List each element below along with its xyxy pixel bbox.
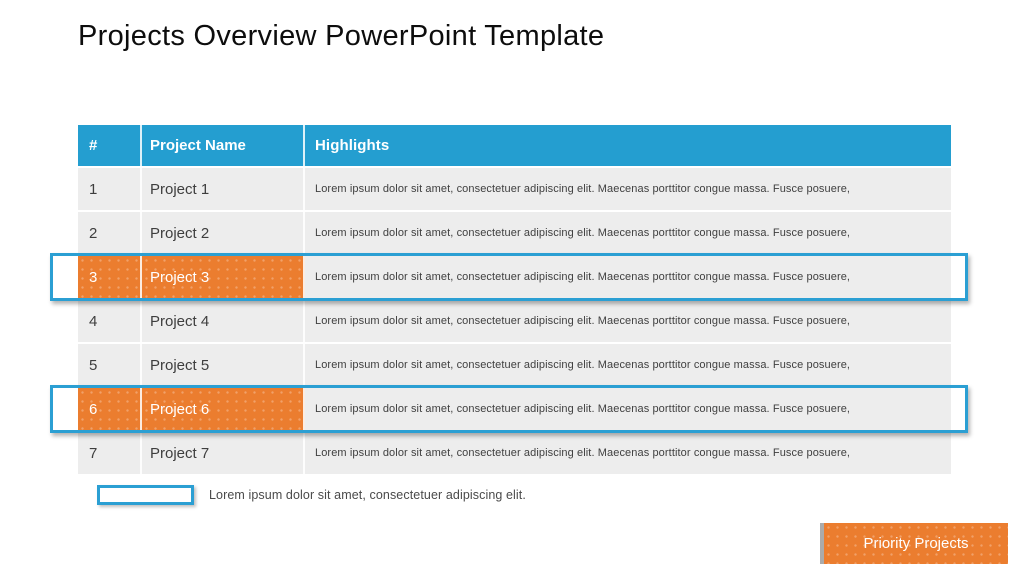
column-header-highlights: Highlights [315,137,390,154]
project-name-cell: Project 6 [142,388,305,430]
row-number-cell: 5 [78,344,142,386]
legend-swatch [97,485,194,505]
row-number-cell: 2 [78,212,142,254]
highlights-cell: Lorem ipsum dolor sit amet, consectetuer adipiscing elit. Maecenas porttitor congue massa. Fusce posuere, [315,271,851,283]
row-number-cell: 6 [78,388,142,430]
project-name-cell: Project 2 [142,212,305,254]
column-header-number: # [78,125,142,166]
project-name-cell: Project 3 [142,256,305,298]
table-row [78,256,951,300]
project-name-cell: Project 5 [142,344,305,386]
highlights-cell: Lorem ipsum dolor sit amet, consectetuer adipiscing elit. Maecenas porttitor congue massa. Fusce posuere, [315,183,851,195]
table-body [78,168,951,476]
column-header-project-name: Project Name [142,125,305,166]
project-name-cell: Project 1 [142,168,305,210]
table-row [78,300,951,344]
project-name-cell: Project 4 [142,300,305,342]
table-row [78,344,951,388]
page-title: Projects Overview PowerPoint Template [78,20,605,52]
project-name-cell: Project 7 [142,432,305,474]
projects-table [78,125,951,476]
highlights-cell: Lorem ipsum dolor sit amet, consectetuer adipiscing elit. Maecenas porttitor congue massa. Fusce posuere, [315,359,851,371]
row-number-cell: 1 [78,168,142,210]
row-number-cell: 7 [78,432,142,474]
highlights-cell: Lorem ipsum dolor sit amet, consectetuer adipiscing elit. Maecenas porttitor congue massa. Fusce posuere, [315,315,851,327]
table-row [78,212,951,256]
legend [97,485,526,505]
table-row [78,168,951,212]
legend-label: Lorem ipsum dolor sit amet, consectetuer adipiscing elit. [209,488,526,502]
row-number-cell: 4 [78,300,142,342]
highlights-cell: Lorem ipsum dolor sit amet, consectetuer adipiscing elit. Maecenas porttitor congue massa. Fusce posuere, [315,227,851,239]
table-row [78,432,951,476]
table-row [78,388,951,432]
highlights-cell: Lorem ipsum dolor sit amet, consectetuer adipiscing elit. Maecenas porttitor congue massa. Fusce posuere, [315,447,851,459]
table-header-row [78,125,951,168]
row-number-cell: 3 [78,256,142,298]
highlights-cell: Lorem ipsum dolor sit amet, consectetuer adipiscing elit. Maecenas porttitor congue massa. Fusce posuere, [315,403,851,415]
priority-projects-button[interactable]: Priority Projects [820,523,1008,564]
